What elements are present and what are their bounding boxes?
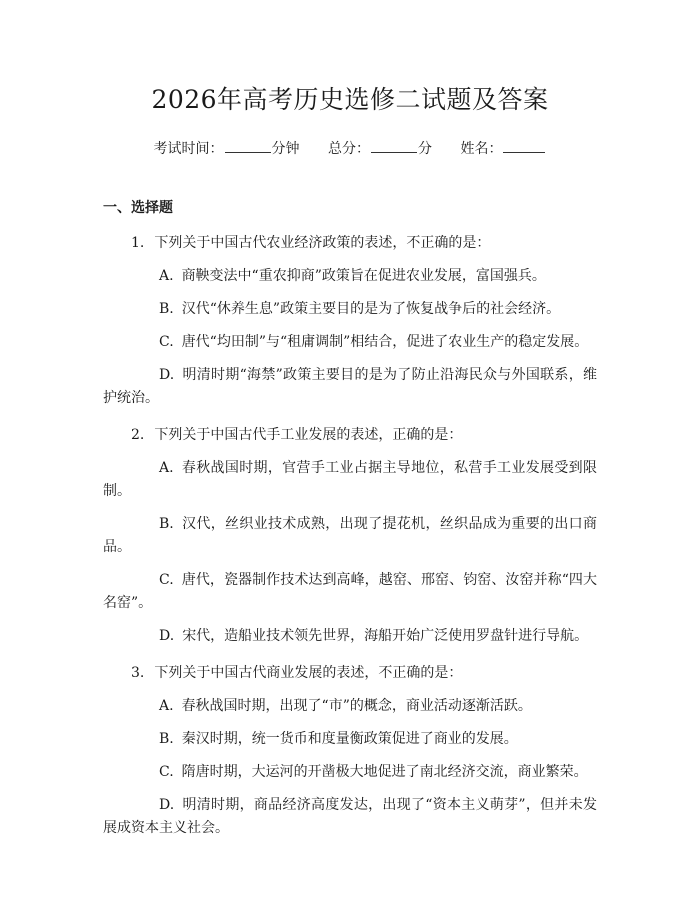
option-letter: B. (159, 301, 174, 317)
score-blank (371, 138, 417, 153)
question-2 (103, 424, 597, 648)
score-field (328, 141, 436, 157)
name-blank (503, 138, 545, 153)
score-unit: 分 (418, 141, 432, 157)
option-text: 宋代，造船业技术领先世界，海船开始广泛使用罗盘针进行导航。 (182, 628, 589, 644)
question-number: 3. (131, 665, 145, 681)
option-letter: B. (159, 731, 174, 747)
option-text: 明清时期，商品经济高度发达，出现了“资本主义萌芽”，但并未发展成资本主义社会。 (103, 797, 597, 836)
option-letter: C. (159, 334, 174, 350)
name-field (460, 141, 546, 157)
question-stem (103, 424, 597, 447)
option-text: 商鞅变法中“重农抑商”政策旨在促进农业发展，富国强兵。 (181, 268, 546, 284)
option-letter: D. (159, 797, 175, 813)
option-d (103, 625, 597, 648)
question-3 (103, 662, 597, 840)
time-blank (225, 138, 271, 153)
option-text: 汉代，丝织业技术成熟，出现了提花机，丝织品成为重要的出口商品。 (103, 516, 597, 555)
option-text: 秦汉时期，统一货币和度量衡政策促进了商业的发展。 (181, 731, 518, 747)
question-text: 下列关于中国古代农业经济政策的表述，不正确的是： (154, 235, 491, 251)
section-title: 一、选择题 (103, 200, 173, 216)
option-d (103, 364, 597, 410)
option-letter: A. (159, 698, 174, 714)
time-label: 考试时间： (153, 141, 224, 157)
option-a (103, 695, 597, 718)
exam-meta-line (103, 138, 597, 159)
option-text: 明清时期“海禁”政策主要目的是为了防止沿海民众与外国联系，维护统治。 (103, 367, 597, 406)
option-text: 汉代“休养生息”政策主要目的是为了恢复战争后的社会经济。 (181, 301, 561, 317)
option-letter: A. (159, 268, 174, 284)
option-letter: B. (159, 516, 174, 532)
option-letter: D. (159, 367, 175, 383)
question-1 (103, 232, 597, 410)
option-c (103, 761, 597, 784)
option-c (103, 569, 597, 615)
question-stem (103, 232, 597, 255)
page-title: 2026年高考历史选修二试题及答案 (151, 85, 549, 114)
option-letter: A. (159, 460, 174, 476)
option-text: 唐代“均田制”与“租庸调制”相结合，促进了农业生产的稳定发展。 (181, 334, 589, 350)
option-a (103, 265, 597, 288)
question-number: 1. (131, 235, 145, 251)
question-stem (103, 662, 597, 685)
option-a (103, 457, 597, 503)
option-c (103, 331, 597, 354)
time-unit: 分钟 (271, 141, 300, 157)
option-text: 唐代，瓷器制作技术达到高峰，越窑、邢窑、钧窑、汝窑并称“四大名窑”。 (103, 572, 597, 611)
option-text: 隋唐时期，大运河的开凿极大地促进了南北经济交流，商业繁荣。 (181, 764, 588, 780)
option-d (103, 794, 597, 840)
option-letter: C. (159, 572, 174, 588)
option-text: 春秋战国时期，官营手工业占据主导地位，私营手工业发展受到限制。 (103, 460, 597, 499)
question-text: 下列关于中国古代手工业发展的表述，正确的是： (154, 427, 463, 443)
option-b (103, 298, 597, 321)
question-text: 下列关于中国古代商业发展的表述，不正确的是： (154, 665, 463, 681)
option-letter: D. (159, 628, 175, 644)
name-label: 姓名： (460, 141, 503, 157)
option-b (103, 513, 597, 559)
option-text: 春秋战国时期，出现了“市”的概念，商业活动逐渐活跃。 (181, 698, 532, 714)
question-number: 2. (131, 427, 145, 443)
option-letter: C. (159, 764, 174, 780)
time-field (154, 141, 304, 157)
option-b (103, 728, 597, 751)
score-label: 总分： (328, 141, 370, 157)
